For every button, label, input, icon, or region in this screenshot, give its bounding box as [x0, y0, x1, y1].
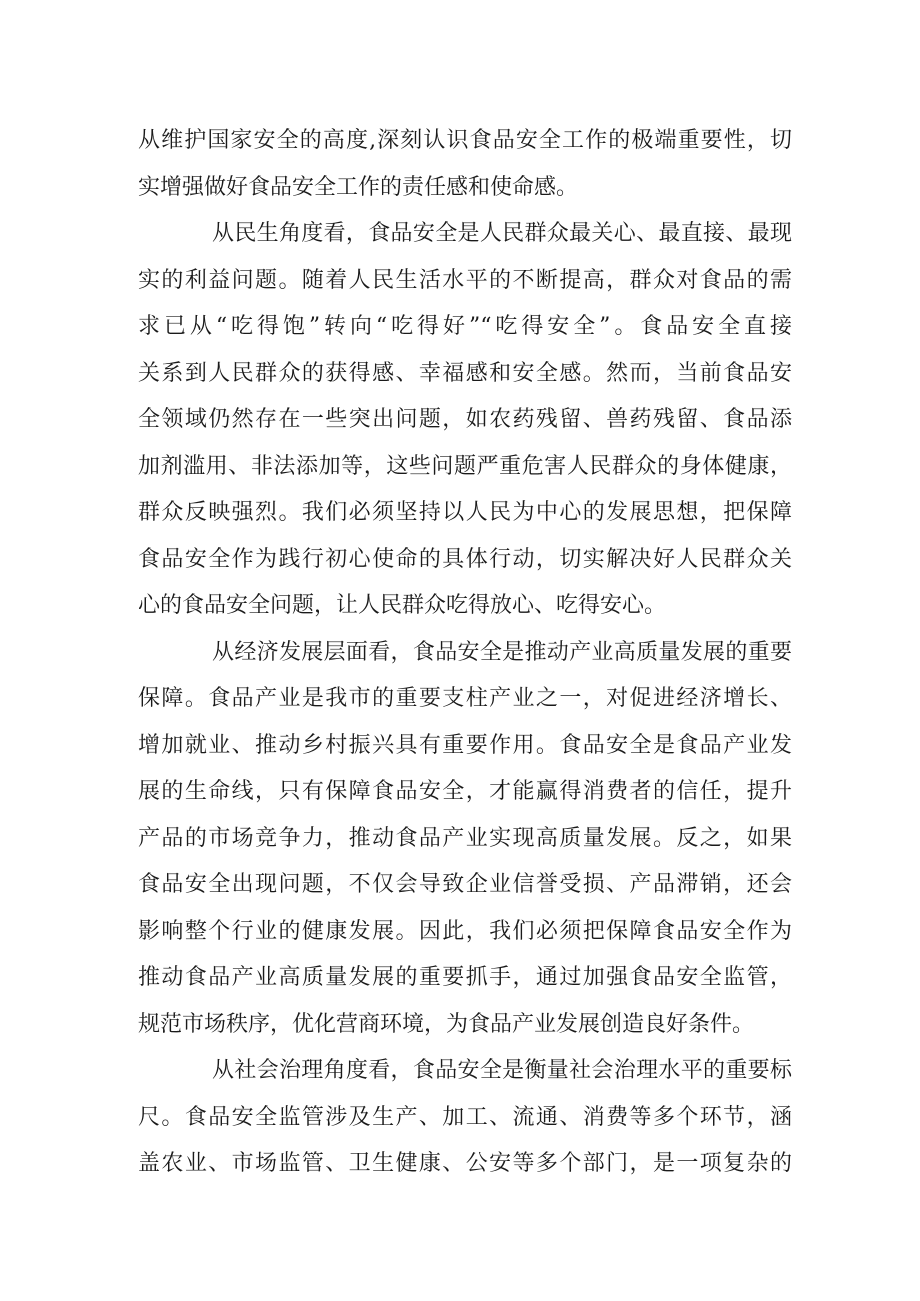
text-line: 全领域仍然存在一些突出问题，如农药残留、兽药残留、食品添: [138, 407, 792, 432]
text-line: 实增强做好食品安全工作的责任感和使命感。: [138, 174, 579, 200]
text-line: 群众反映强烈。我们必须坚持以人民为中心的发展思想，把保障: [138, 500, 792, 525]
text-line: 影响整个行业的健康发展。因此，我们必须把保障食品安全作为: [138, 918, 792, 944]
text-line: 加剂滥用、非法添加等，这些问题严重危害人民群众的身体健康，: [138, 453, 792, 479]
paragraph: [138, 211, 792, 630]
paragraph: [138, 118, 792, 211]
text-line: 盖农业、市场监管、卫生健康、公安等多个部门，是一项复杂的: [138, 1151, 792, 1176]
text-line: 从经济发展层面看，食品安全是推动产业高质量发展的重要: [212, 639, 792, 665]
text-line: 食品安全出现问题，不仅会导致企业信誉受损、产品滞销，还会: [138, 872, 792, 897]
text-line: 保障。食品产业是我市的重要支柱产业之一，对促进经济增长、: [138, 686, 792, 711]
text-line: 从维护国家安全的高度,深刻认识食品安全工作的极端重要性，切: [138, 128, 792, 153]
text-line: 求已从“吃得饱”转向“吃得好”“吃得安全”。食品安全直接: [138, 314, 792, 339]
text-line: 增加就业、推动乡村振兴具有重要作用。食品安全是食品产业发: [138, 732, 792, 758]
paragraph: [138, 630, 792, 1049]
text-line: 规范市场秩序，优化营商环境，为食品产业发展创造良好条件。: [138, 1011, 755, 1037]
text-line: 从民生角度看，食品安全是人民群众最关心、最直接、最现: [212, 221, 792, 246]
text-line: 展的生命线，只有保障食品安全，才能赢得消费者的信任，提升: [138, 779, 792, 804]
paragraph: [138, 1048, 792, 1188]
text-line: 关系到人民群众的获得感、幸福感和安全感。然而，当前食品安: [138, 360, 792, 386]
text-line: 尺。食品安全监管涉及生产、加工、流通、消费等多个环节，涵: [138, 1104, 792, 1130]
text-line: 实的利益问题。随着人民生活水平的不断提高，群众对食品的需: [138, 267, 792, 293]
text-line: 食品安全作为践行初心使命的具体行动，切实解决好人民群众关: [138, 546, 792, 572]
text-line: 心的食品安全问题，让人民群众吃得放心、吃得安心。: [138, 593, 667, 618]
text-line: 产品的市场竞争力，推动食品产业实现高质量发展。反之，如果: [138, 825, 792, 851]
body-text: [138, 118, 792, 1188]
text-line: 从社会治理角度看，食品安全是衡量社会治理水平的重要标: [212, 1058, 792, 1083]
text-line: 推动食品产业高质量发展的重要抓手，通过加强食品安全监管，: [138, 965, 792, 990]
